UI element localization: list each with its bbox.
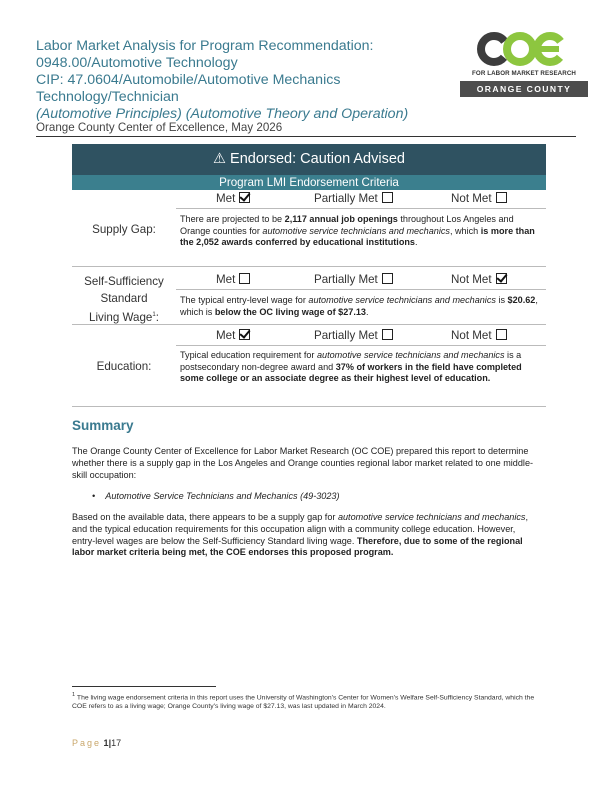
empty-box-icon	[382, 273, 393, 284]
living-wage-partially-met: Partially Met	[314, 273, 393, 286]
occupation-bullet: • Automotive Service Technicians and Mechanics (49-3023)	[92, 491, 340, 501]
coe-logo	[458, 30, 590, 100]
living-wage-met: Met	[216, 273, 250, 286]
supply-gap-met: Met	[216, 192, 250, 205]
report-title-line-3: CIP: 47.0604/Automobile/Automotive Mechanics	[36, 72, 341, 88]
row-divider	[176, 345, 546, 346]
report-title-line-5: (Automotive Principles) (Automotive Theory and Operation)	[36, 106, 409, 122]
row-divider	[72, 406, 546, 407]
living-wage-description: The typical entry-level wage for automotive service technicians and mechanics is $20.62, which is below the OC living wage of $27.13.	[180, 295, 538, 317]
empty-box-icon	[239, 273, 250, 284]
criteria-heading: Program LMI Endorsement Criteria	[72, 175, 546, 190]
supply-gap-description: There are projected to be 2,117 annual job openings throughout Los Angeles and Orange counties for automotive service technicians and mechanics, which is more than the 2,052 awards conferred by educational institutions.	[180, 214, 535, 247]
report-subtitle: Orange County Center of Excellence, May 2026	[36, 121, 283, 134]
row-divider	[176, 289, 546, 290]
empty-box-icon	[382, 192, 393, 203]
checked-box-icon	[496, 273, 507, 284]
endorsement-status: Endorsed: Caution Advised	[230, 151, 405, 167]
summary-intro: The Orange County Center of Excellence for Labor Market Research (OC COE) prepared this report to determine whether there is a supply gap in the Los Angeles and Orange counties regional labor market related to one middle-skill occupation:	[72, 446, 534, 480]
education-description: Typical education requirement for automotive service technicians and mechanics is a postsecondary non-degree award and 37% of workers in the field have completed some college or an associate degree as their highest level of education.	[180, 350, 522, 383]
report-title-line-2: 0948.00/Automotive Technology	[36, 55, 238, 71]
checked-box-icon	[239, 192, 250, 203]
row-divider	[72, 324, 546, 325]
education-met: Met	[216, 329, 250, 342]
empty-box-icon	[496, 329, 507, 340]
summary-conclusion: Based on the available data, there appears to be a supply gap for automotive service technicians and mechanics, and the typical education requirements for this occupation align with a community college education. However, entry-level wages are below the Self-Sufficiency Standard living wage. Therefore, due to some of the regional labor market criteria being met, the COE endorses this proposed program.	[72, 512, 528, 558]
footnote-divider	[72, 686, 216, 687]
coe-logo-mark	[458, 30, 590, 68]
page-number: Page 1|17	[72, 738, 122, 748]
report-title-line-1: Labor Market Analysis for Program Recommendation:	[36, 38, 374, 54]
logo-tagline: FOR LABOR MARKET RESEARCH	[472, 70, 576, 77]
education-partially-met: Partially Met	[314, 329, 393, 342]
supply-gap-label: Supply Gap:	[92, 223, 156, 236]
row-divider	[72, 266, 546, 267]
row-divider	[176, 208, 546, 209]
empty-box-icon	[382, 329, 393, 340]
supply-gap-not-met: Not Met	[451, 192, 507, 205]
empty-box-icon	[496, 192, 507, 203]
living-wage-label: Self-Sufficiency Standard Living Wage$^1$:	[84, 275, 164, 324]
header-divider	[36, 136, 576, 137]
warning-icon: ⚠	[213, 151, 227, 167]
footnote: $^1$ The living wage endorsement criteria in this report uses the University of Washington's Center for Women's Welfare Self-Sufficiency Standard, which the COE refers to as a living wage; Orange County's living wage of $27.13, was last updated in March 2024.	[72, 692, 535, 710]
supply-gap-partially-met: Partially Met	[314, 192, 393, 205]
education-not-met: Not Met	[451, 329, 507, 342]
checked-box-icon	[239, 329, 250, 340]
report-title-line-4: Technology/Technician	[36, 89, 179, 105]
endorsement-banner	[72, 144, 546, 175]
education-label: Education:	[96, 360, 152, 373]
summary-heading: Summary	[72, 418, 134, 433]
living-wage-not-met: Not Met	[451, 273, 507, 286]
logo-region: ORANGE COUNTY	[460, 81, 588, 97]
